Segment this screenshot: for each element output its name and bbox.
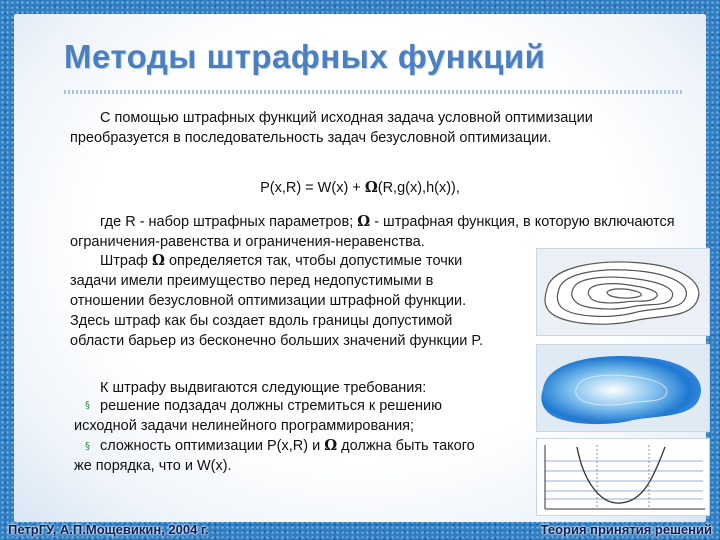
penalty-graph-icon bbox=[536, 438, 710, 516]
requirements-heading: К штрафу выдвигаются следующие требования: bbox=[100, 380, 427, 396]
params-text-2: - штрафная функция, в которую включаются ограничения-равенства и ограничения-неравенства. bbox=[70, 214, 675, 250]
requirement-item bbox=[74, 396, 494, 436]
formula-left: P(x,R) = W(x) + bbox=[260, 180, 365, 196]
requirement-item bbox=[74, 436, 494, 476]
bullet-icon: § bbox=[85, 441, 90, 452]
params-paragraph bbox=[70, 212, 680, 252]
omega-symbol: Ω bbox=[152, 252, 165, 269]
formula-right: (R,g(x),h(x)), bbox=[377, 180, 460, 196]
penalty-graph-svg bbox=[537, 439, 709, 515]
requirement-text-2: должна быть такого же порядка, что и W(x). bbox=[74, 438, 475, 474]
intro-paragraph: С помощью штрафных функций исходная задача условной оптимизации преобразуется в последовательность задач безусловной оптимизации. bbox=[70, 110, 593, 146]
omega-symbol: Ω bbox=[364, 179, 378, 196]
contour-plot-icon bbox=[536, 248, 710, 336]
shaded-contour-icon bbox=[536, 344, 710, 432]
penalty-paragraph bbox=[70, 251, 510, 351]
omega-symbol: Ω bbox=[357, 213, 371, 230]
penalty-text-1: Штраф bbox=[100, 253, 153, 269]
contour-plot-svg bbox=[537, 249, 709, 335]
requirement-text-1: сложность оптимизации P(x,R) и bbox=[100, 438, 325, 454]
params-text-1: где R - набор штрафных параметров; bbox=[100, 214, 358, 230]
slide bbox=[14, 14, 706, 522]
title-divider bbox=[64, 90, 682, 94]
formula bbox=[14, 178, 706, 198]
footer-course: Теория принятия решений bbox=[540, 522, 712, 537]
requirement-text: решение подзадач должны стремиться к решению исходной задачи нелинейного программирования; bbox=[74, 398, 443, 434]
page-title: Методы штрафных функций bbox=[64, 38, 546, 75]
footer-author: ПетрГУ, А.П.Мощевикин, 2004 г. bbox=[8, 522, 209, 537]
bullet-icon: § bbox=[85, 400, 90, 411]
shaded-contour-svg bbox=[537, 345, 709, 431]
omega-symbol: Ω bbox=[324, 437, 338, 454]
penalty-text-2: определяется так, чтобы допустимые точки задачи имели преимущество перед недопустимыми в отношении безусловной оптимизации штрафной функции. Здесь штраф как бы создает вдоль границы допустимой области барьер из бесконечно больших значений функции P. bbox=[70, 253, 484, 349]
